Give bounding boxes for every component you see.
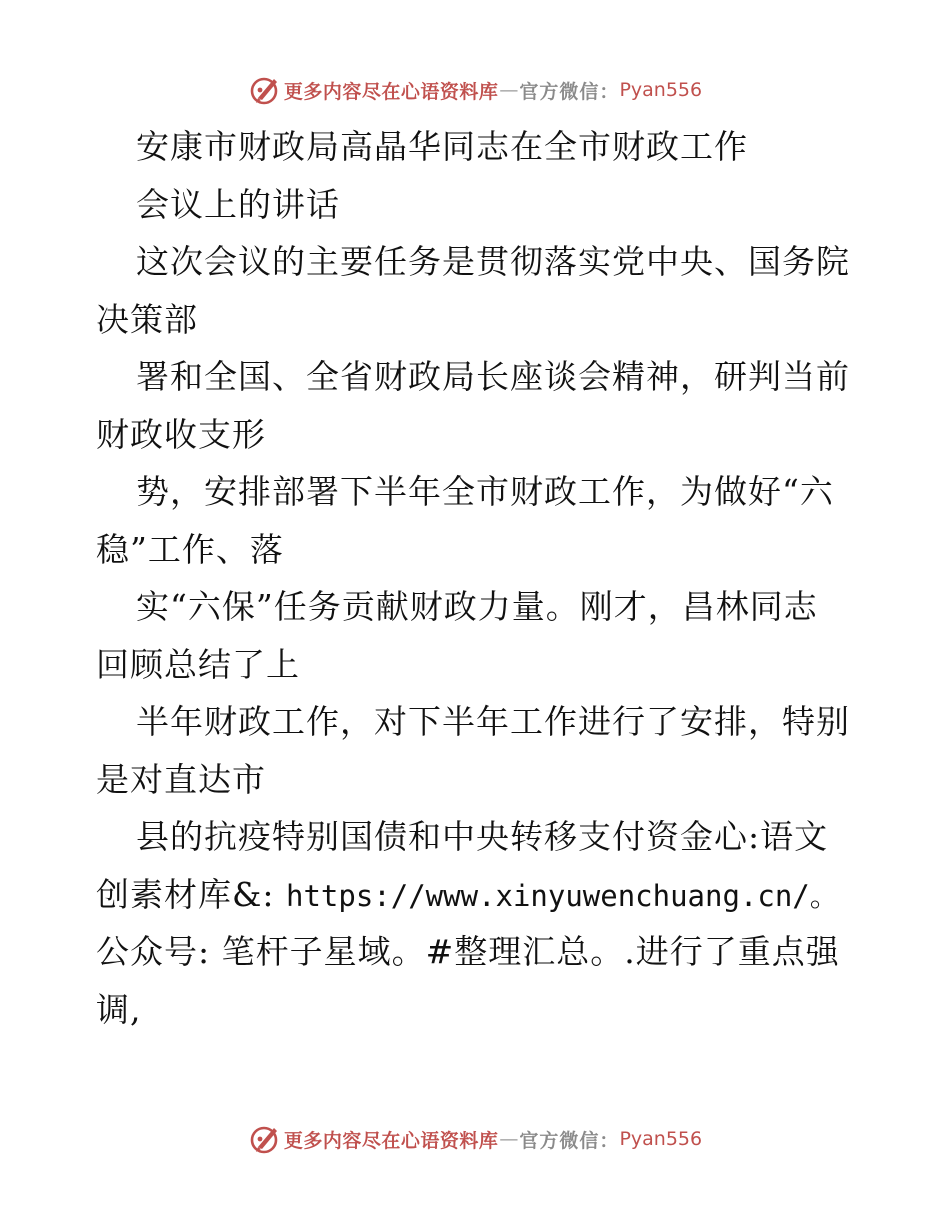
paragraph-line: 署和全国、全省财政局长座谈会精神，研判当前: [136, 357, 850, 396]
paragraph-line: 调,: [96, 989, 142, 1029]
website-link[interactable]: https://www.xinyuwenchuang.cn/。: [285, 878, 839, 913]
paragraph-line: 决策部: [96, 299, 198, 339]
header-banner: [0, 70, 950, 110]
banner-dash: —: [499, 1128, 519, 1150]
banner-main-text: 更多内容尽在心语资料库: [283, 80, 499, 103]
banner-label: 官方微信：: [519, 1129, 620, 1152]
paragraph-line: 是对直达市: [96, 759, 266, 799]
paragraph-line: 这次会议的主要任务是贯彻落实党中央、国务院: [136, 242, 850, 281]
paragraph-line: 公众号: 笔杆子星域。#整理汇总。.进行了重点强: [96, 932, 840, 971]
paragraph-line-url: [96, 866, 856, 924]
paragraph-line: 县的抗疫特别国债和中央转移支付资金心:语文: [136, 817, 829, 856]
quill-logo-icon: [248, 73, 282, 107]
paragraph-line: 实“六保”任务贡献财政力量。刚才，昌林同志: [136, 587, 818, 626]
footer-banner: [0, 1119, 950, 1159]
document-title-line-1: 安康市财政局高晶华同志在全市财政工作: [136, 127, 748, 166]
url-prefix: 创素材库&:: [96, 874, 286, 914]
paragraph-line: 稳”工作、落: [96, 529, 284, 569]
paragraph-line: 回顾总结了上: [96, 644, 300, 684]
banner-main-text: 更多内容尽在心语资料库: [283, 1129, 499, 1152]
banner-label: 官方微信：: [519, 80, 620, 103]
banner-dash: —: [499, 79, 519, 101]
document-title-line-2: 会议上的讲话: [136, 184, 340, 224]
paragraph-line: 半年财政工作，对下半年工作进行了安排，特别: [136, 702, 850, 741]
paragraph-line: 势，安排部署下半年全市财政工作，为做好“六: [136, 472, 834, 511]
quill-logo-icon: [248, 1122, 282, 1156]
paragraph-line: 财政收支形: [96, 414, 266, 454]
banner-wechat-id: Pyan556: [619, 1128, 703, 1150]
document-body: [96, 118, 856, 1038]
banner-wechat-id: Pyan556: [619, 79, 703, 101]
